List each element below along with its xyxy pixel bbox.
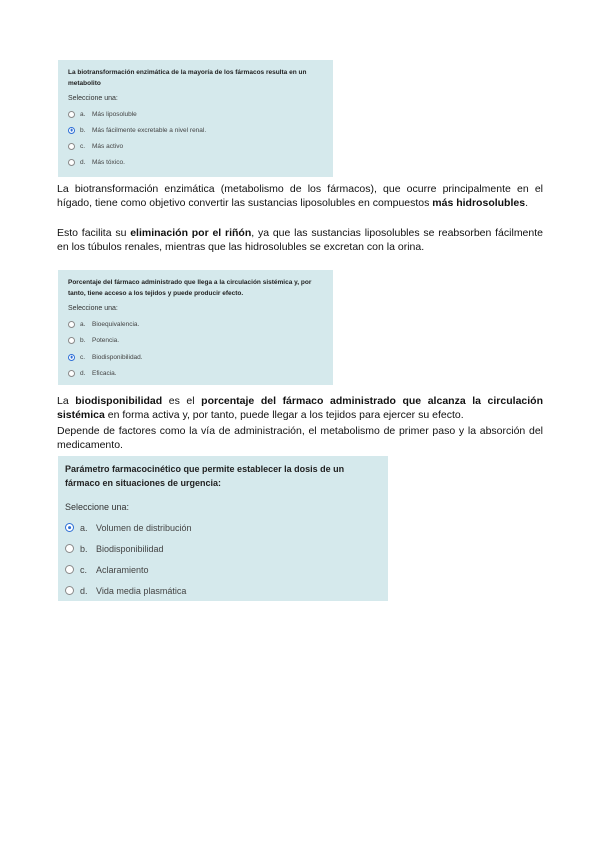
radio-icon[interactable] xyxy=(65,565,74,574)
option-text: Más tóxico. xyxy=(92,158,125,166)
question-3-card xyxy=(58,456,388,601)
option-letter: c. xyxy=(80,353,86,361)
explanation-text: La biotransformación enzimática (metabolismo de los fármacos), que ocurre principalmente en el hígado, tiene como objetivo convertir las sustancias liposolubles en compuestos xyxy=(57,183,543,209)
question-1-prompt: Seleccione una: xyxy=(68,95,118,102)
explanation-2-paragraph-2: Depende de factores como la vía de administración, el metabolismo de primer paso y la absorción del medicamento. xyxy=(57,425,543,451)
explanation-bold: eliminación por el riñón xyxy=(130,227,252,239)
question-2-text: Porcentaje del fármaco administrado que llega a la circulación sistémica y, por tanto, tiene acceso a los tejidos y puede producir efecto. xyxy=(68,279,312,297)
radio-icon[interactable] xyxy=(68,159,75,166)
question-3-option-d[interactable] xyxy=(65,580,381,601)
option-text: Volumen de distribución xyxy=(96,522,192,533)
option-letter: d. xyxy=(80,585,88,596)
radio-icon[interactable] xyxy=(68,370,75,377)
radio-icon[interactable] xyxy=(65,586,74,595)
option-text: Más liposoluble xyxy=(92,110,137,118)
option-letter: a. xyxy=(80,320,86,328)
explanation-bold: más hidrosolubles xyxy=(432,197,526,209)
question-1-option-c[interactable] xyxy=(68,138,323,154)
explanation-1-paragraph-1 xyxy=(57,182,543,210)
option-text: Biodisponibilidad xyxy=(96,543,164,554)
radio-icon[interactable] xyxy=(68,143,75,150)
option-letter: d. xyxy=(80,158,86,166)
question-2-option-d[interactable] xyxy=(68,366,323,383)
explanation-2-paragraph-1 xyxy=(57,394,543,422)
explanation-text: La xyxy=(57,395,76,407)
option-text: Aclaramiento xyxy=(96,564,149,575)
option-text: Más activo xyxy=(92,142,124,150)
radio-icon[interactable] xyxy=(68,337,75,344)
question-1-option-b[interactable] xyxy=(68,122,323,138)
question-1-card xyxy=(58,60,333,177)
explanation-text: en forma activa y, por tanto, puede llegar a los tejidos para ejercer su efecto. xyxy=(104,409,464,421)
explanation-text: , ya que las sustancias liposolubles se reabsorben fácilmente en los túbulos renales, mientras que las hidrosolubles se excretan con la orina. xyxy=(57,227,543,253)
option-letter: b. xyxy=(80,126,86,134)
option-letter: b. xyxy=(80,543,88,554)
question-2-option-a[interactable] xyxy=(68,316,323,333)
option-letter: a. xyxy=(80,522,88,533)
radio-selected-icon[interactable] xyxy=(68,354,75,361)
explanation-text: . xyxy=(525,197,528,209)
question-1-option-a[interactable] xyxy=(68,106,323,122)
question-3-option-a[interactable] xyxy=(65,517,381,538)
question-2-prompt: Seleccione una: xyxy=(68,305,118,312)
option-text: Biodisponibilidad. xyxy=(92,353,143,361)
explanation-text: Esto facilita su xyxy=(57,227,131,239)
option-letter: d. xyxy=(80,370,86,378)
question-1-option-d[interactable] xyxy=(68,154,323,170)
question-2-card xyxy=(58,270,333,385)
radio-selected-icon[interactable] xyxy=(65,523,74,532)
explanation-bold: biodisponibilidad xyxy=(75,395,163,407)
question-3-text: Parámetro farmacocinético que permite establecer la dosis de un fármaco en situaciones de urgencia: xyxy=(65,464,345,488)
question-2-option-b[interactable] xyxy=(68,333,323,350)
option-text: Más fácilmente excretable a nivel renal. xyxy=(92,126,207,134)
option-text: Vida media plasmática xyxy=(96,585,187,596)
radio-icon[interactable] xyxy=(68,321,75,328)
radio-icon[interactable] xyxy=(65,544,74,553)
option-text: Bioequivalencia. xyxy=(92,320,140,328)
question-3-option-b[interactable] xyxy=(65,538,381,559)
option-letter: c. xyxy=(80,142,86,150)
option-text: Eficacia. xyxy=(92,370,117,378)
explanation-bold: porcentaje del fármaco administrado que alcanza la circulación sistémica xyxy=(57,395,543,421)
explanation-text: es el xyxy=(162,395,202,407)
radio-selected-icon[interactable] xyxy=(68,127,75,134)
question-3-prompt: Seleccione una: xyxy=(65,502,130,512)
question-1-text: La biotransformación enzimática de la mayoría de los fármacos resulta en un metabolito xyxy=(68,69,307,87)
radio-icon[interactable] xyxy=(68,111,75,118)
question-2-option-c[interactable] xyxy=(68,349,323,366)
explanation-1-paragraph-2 xyxy=(57,226,543,254)
option-letter: c. xyxy=(80,564,88,575)
option-letter: a. xyxy=(80,110,86,118)
question-3-option-c[interactable] xyxy=(65,559,381,580)
option-letter: b. xyxy=(80,337,86,345)
option-text: Potencia. xyxy=(92,337,120,345)
